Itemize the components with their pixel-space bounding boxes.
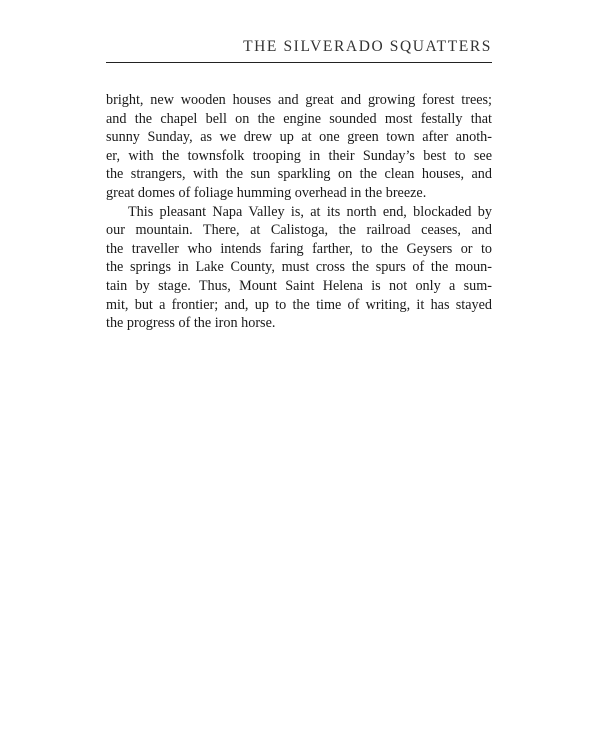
- text-line: and the chapel bell on the engine sounded most festally that: [106, 110, 492, 127]
- text-line: the progress of the iron horse.: [106, 315, 276, 332]
- paragraph-2: [106, 203, 492, 333]
- text-line: bright, new wooden houses and great and growing forest trees;: [106, 92, 492, 108]
- text-line: the springs in Lake County, must cross the spurs of the moun-: [106, 259, 492, 276]
- text-line: mit, but a frontier; and, up to the time of writing, it has stayed: [106, 296, 492, 313]
- text-line: er, with the townsfolk trooping in their Sunday’s best to see: [106, 147, 492, 164]
- header-rule: [106, 62, 492, 63]
- text-line: the strangers, with the sun sparkling on the clean houses, and: [106, 166, 492, 183]
- text-line: sunny Sunday, as we drew up at one green town after anoth-: [106, 129, 492, 146]
- paragraph-1: [106, 91, 492, 203]
- text-line: our mountain. There, at Calistoga, the railroad ceases, and: [106, 222, 492, 239]
- text-line: the traveller who intends faring farther, to the Geysers or to: [106, 240, 492, 257]
- text-line: This pleasant Napa Valley is, at its north end, blockaded by: [128, 203, 492, 220]
- text-line: tain by stage. Thus, Mount Saint Helena is not only a sum-: [106, 277, 492, 294]
- body-text: [106, 91, 492, 333]
- text-line: great domes of foliage humming overhead in the breeze.: [106, 184, 427, 201]
- running-head-title: THE SILVERADO SQUATTERS: [243, 38, 492, 55]
